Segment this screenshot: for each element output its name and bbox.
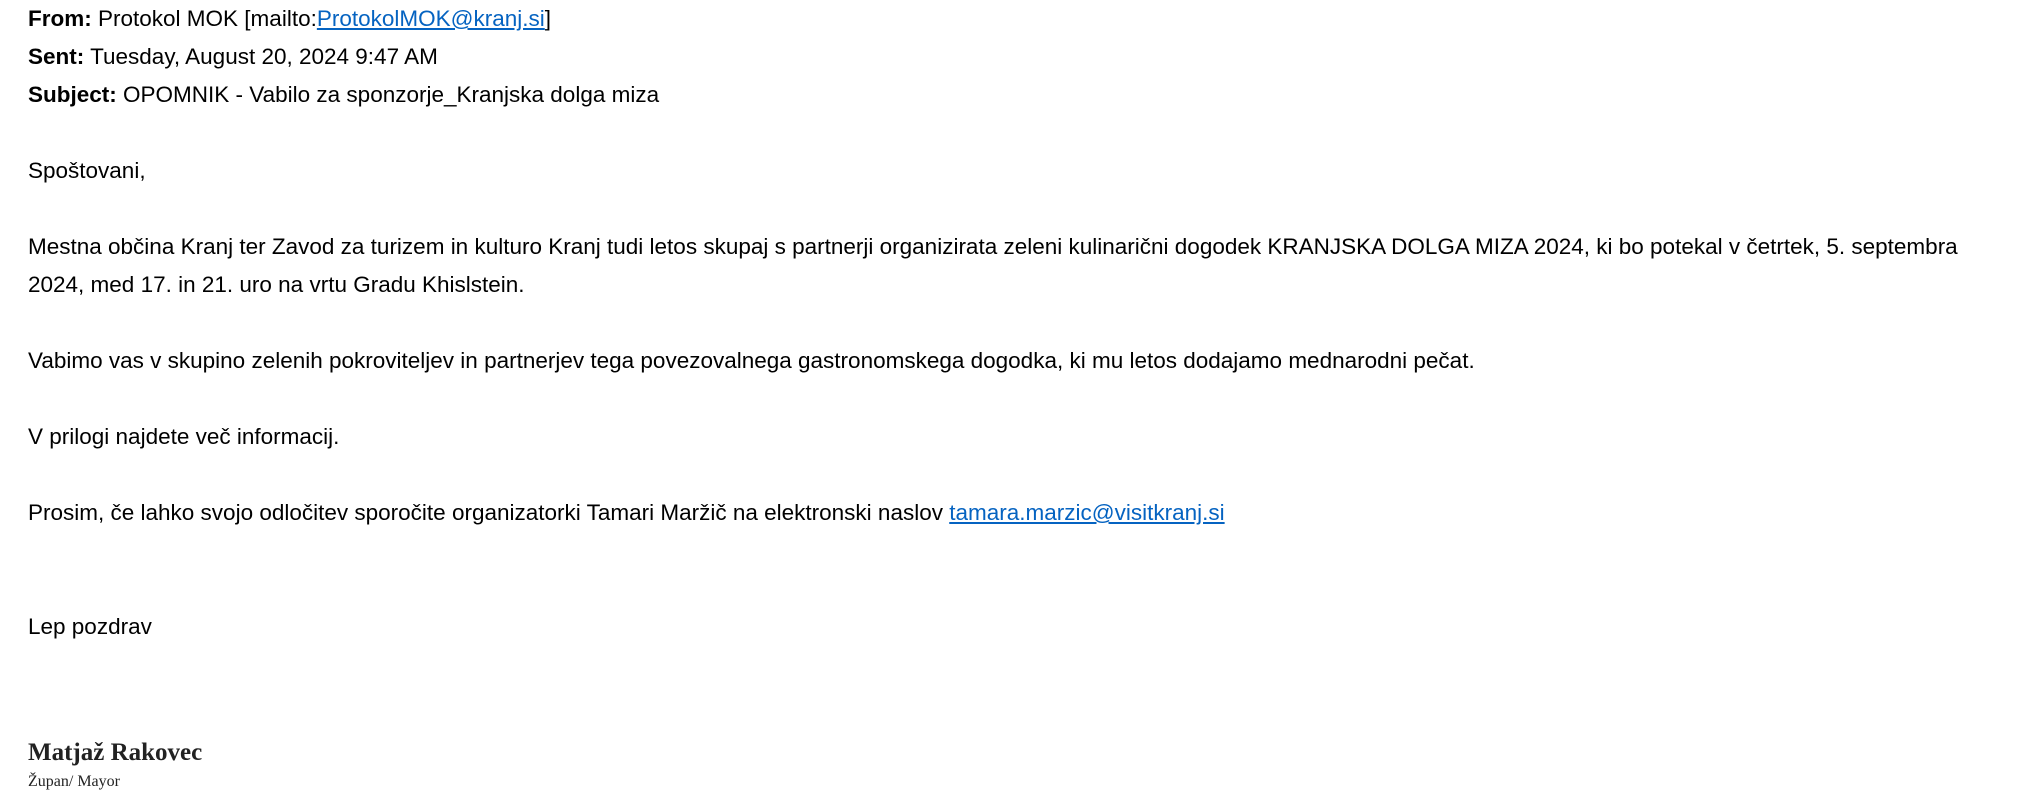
subject-line [28, 76, 2018, 114]
signature-name: Matjaž Rakovec [28, 739, 203, 766]
body-paragraph-3: V prilogi najdete več informacij. [28, 424, 340, 449]
from-close: ] [544, 6, 552, 31]
spacer [28, 190, 2018, 228]
spacer [28, 532, 2018, 570]
spacer [28, 570, 2018, 608]
subject-label: Subject: [28, 82, 117, 107]
spacer [28, 114, 2018, 152]
body-paragraph-4 [28, 494, 2018, 532]
spacer [28, 646, 2018, 684]
body-paragraph-2: Vabimo vas v skupino zelenih pokroviteljev in partnerjev tega povezovalnega gastronomskega dogodka, ki mu letos dodajamo mednarodni pečat. [28, 348, 1475, 373]
body-paragraph-1: Mestna občina Kranj ter Zavod za turizem in kulturo Kranj tudi letos skupaj s partnerji organizirata zeleni kulinarični dogodek KRANJSKA DOLGA MIZA 2024, ki bo potekal v četrtek, 5. septembra 2024, med 17. in 21. uro na vrtu Gradu Khislstein. [28, 234, 1958, 297]
sent-line [28, 38, 2018, 76]
email-message [28, 0, 2018, 794]
from-email-link[interactable]: ProtokolMOK@kranj.si [316, 6, 545, 31]
organizer-email-link[interactable]: tamara.marzic@visitkranj.si [949, 500, 1225, 525]
subject-value: OPOMNIK - Vabilo za sponzorje_Kranjska dolga miza [123, 82, 660, 107]
closing: Lep pozdrav [28, 614, 152, 639]
paragraph-4-text: Prosim, če lahko svojo odločitev sporočite organizatorki Tamari Maržič na elektronski naslov [28, 500, 950, 525]
greeting: Spoštovani, [28, 158, 146, 183]
from-label: From: [28, 6, 92, 31]
sent-label: Sent: [28, 44, 85, 69]
signature-role: Župan/ Mayor [28, 773, 120, 790]
spacer [28, 380, 2018, 418]
sent-value: Tuesday, August 20, 2024 9:47 AM [90, 44, 438, 69]
spacer [28, 684, 2018, 736]
spacer [28, 456, 2018, 494]
from-name: Protokol MOK [mailto: [98, 6, 317, 31]
from-line [28, 0, 2018, 38]
spacer [28, 304, 2018, 342]
